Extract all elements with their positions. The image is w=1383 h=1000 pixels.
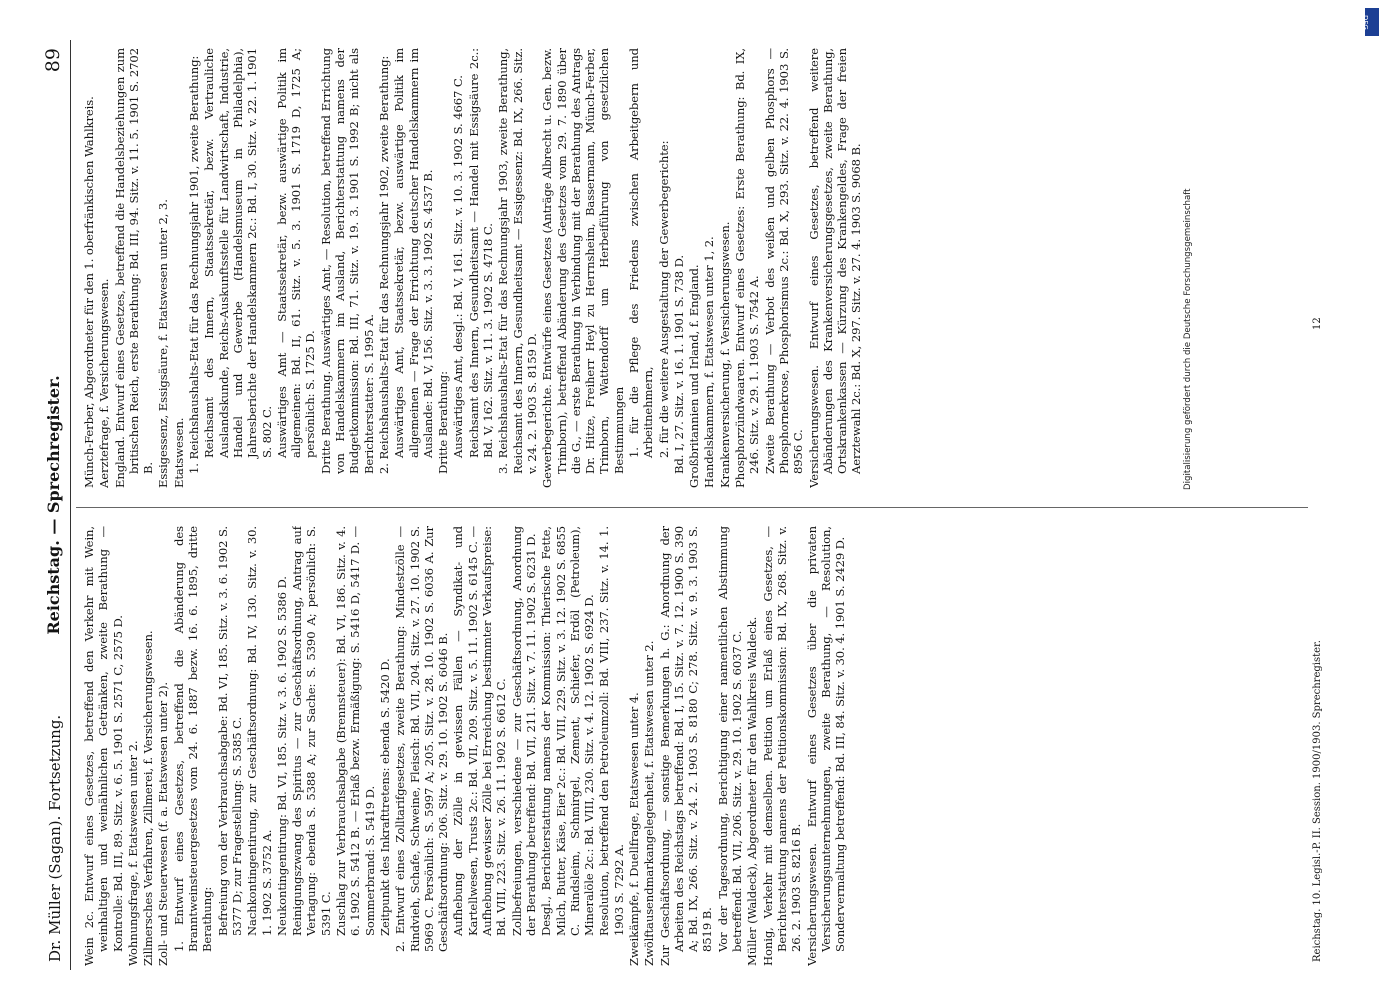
register-entry: Auswärtiges Amt, desgl.: Bd. V, 161. Sitz. v. 10. 3. 1902 S. 4667 C. bbox=[451, 75, 466, 458]
register-entry: Nachkontingentirung, zur Geschäftsordnung: Bd. IV, 130. Sitz. v. 30. 1. 1902 S. 3752 A. bbox=[245, 526, 274, 936]
register-entry: Auswärtiges Amt — Staatssekretär, bezw. auswärtige Politik im allgemeinen: Bd. II, 61. Sitz. v. 5. 3. 1901 S. 1719 D, 1725 A; persönlich: S. 1725 D. bbox=[274, 48, 318, 458]
register-entry: Wein 2c. Entwurf eines Gesetzes, betreffend den Verkehr mit Wein, weinhaltigen und weinähnlichen Getränken, zweite Berathung — Kontrolle: Bd. III, 89. Sitz. v. 6. 5. 1901 S. 2571 C, 2575 D. bbox=[82, 526, 125, 966]
register-entry: Essigessenz, Essigsäure, f. Etatswesen unter 2, 3. bbox=[156, 199, 171, 488]
register-entry: Zur Geschäftsordnung, — sonstige Bemerkungen h. G.: Anordnung der Arbeiten des Reichstags betreffend: Bd. I, 15. Sitz. v. 7. 12. 1900 S. 390 A; Bd. IX, 266. Sitz. v. 24. 2. 1903 S. 8180 C; 278. Sitz. v. 9. 3. 1903 S. 8519 B. bbox=[657, 526, 715, 966]
register-entry: Gewerbegerichte. Entwürfe eines Gesetzes (Anträge Albrecht u. Gen. bezw. Trimborn), betreffend Abänderung des Gesetzes vom 29. 7. 1890 über die G., — erste Berathung in Verbindung mit der Berathung des Antrags Dr. Hitze, Freiherr Heyl zu Herrnsheim, Bassermann, Münch-Ferber, Trimborn, Wattendorff um Herbeiführung von gesetzlichen Bestimmungen bbox=[540, 48, 626, 488]
page-footer bbox=[1312, 40, 1328, 970]
register-entry: Dritte Berathung. Auswärtiges Amt, — Resolution, betreffend Errichtung von Handelskammern im Ausland, Berichterstattung namens der Budgetkommission: Bd. III, 71. Sitz. v. 19. 3. 1901 S. 1992 B; nicht als Berichterstatter: S. 1995 A. bbox=[318, 48, 376, 474]
register-entry: England. Entwurf eines Gesetzes, betreffend die Handelsbeziehungen zum britischen Reich, erste Berathung: Bd. III, 94. Sitz. v. 11. 5. 1901 S. 2702 B. bbox=[112, 48, 156, 488]
left-column bbox=[82, 526, 1307, 966]
register-entry: Aerztefrage, f. Versicherungswesen. bbox=[97, 278, 112, 488]
register-entry: 1. für die Pflege des Friedens zwischen Arbeitgebern und Arbeitnehmern, bbox=[626, 48, 656, 458]
register-entry: Reichsamt des Innern, Gesundheitsamt — Handel mit Essigsäure 2c.: Bd. V, 162. Sitz. v. 11. 3. 1902 S. 4718 C. bbox=[466, 48, 496, 458]
register-entry: Zweite Berathung — Verbot des weißen und gelben Phosphors — Phosphornekrose, Phosphorismus 2c.: Bd. X, 293. Sitz. v. 22. 4. 1903 S. 8956 C. bbox=[762, 48, 806, 474]
register-entry: Desgl., Berichterstattung namens der Kommission: Thierische Fette, Milch, Butter, Käse, Eier 2c.: Bd. VIII, 229. Sitz. v. 3. 12. 1902 S. 6855 C. Rindsleim, Schmirgel, Zement, Schiefer, Erdöl (Petroleum), Mineralöle 2c.: Bd. VIII, 230. Sitz. v. 4. 12. 1902 S. 6924 D. bbox=[539, 526, 597, 936]
register-entry: Reichsamt des Innern, Staatssekretär, bezw. Vertrauliche Auslandskunde, Reichs-Auskunftsstelle für Landwirtschaft, Industrie, Handel und Gewerbe (Handelsmuseum in Philadelphia), Jahresberichte der Handelskammern 2c.: Bd. I, 30. Sitz. v. 22. 1. 1901 S. 802 C. bbox=[202, 48, 274, 458]
register-entry: Reinigungszwang des Spiritus — zur Geschäftsordnung, Antrag auf Vertagung: ebenda S. 5388 A; zur Sache: S. 5390 A; persönlich: S. 5391 C. bbox=[290, 526, 333, 936]
running-title: Reichstag. — Sprechregister. bbox=[44, 375, 63, 635]
register-entry: Resolution, betreffend den Petroleumzoll: Bd. VIII, 237. Sitz. v. 14. 1. 1903 S. 7292 A. bbox=[597, 526, 626, 936]
register-entry: Vor der Tagesordnung, Berichtigung einer namentlichen Abstimmung betreffend: Bd. VII, 206. Sitz. v. 29. 10. 1902 S. 6037 C. bbox=[715, 526, 745, 952]
register-entry: Versicherungswesen. Entwurf eines Gesetzes, betreffend weitere Abänderungen des Krankenversicherungsgesetzes, zweite Berathung, Ortskrankenkassen — Kürzung des Krankengeldes, Frage der freien Aerztewahl 2c.: Bd. X, 297. Sitz. v. 27. 4. 1903 S. 9068 B. bbox=[806, 48, 864, 488]
signature-mark: 12 bbox=[1312, 317, 1323, 330]
register-entry: Wohnungsfrage, f. Etatswesen unter 2. bbox=[125, 740, 140, 966]
register-entry: Großbritannien und Irland, f. England. bbox=[687, 264, 702, 488]
register-entry: Honig, Verkehr mit demselben. Petition um Erlaß eines Gesetzes, — Berichterstattung namens der Petitionskommission: Bd. IX, 268. Sitz. v. 26. 2. 1903 S. 8216 B. bbox=[760, 526, 804, 966]
register-entry: Zeitpunkt des Inkrafttretens: ebenda S. 5420 D. bbox=[377, 658, 392, 936]
register-entry: Handelskammern, f. Etatswesen unter 1, 2. bbox=[702, 236, 717, 488]
page-number: 89 bbox=[42, 48, 64, 73]
register-entry: Bd. I, 27. Sitz. v. 16. 1. 1901 S. 738 D. bbox=[671, 255, 686, 474]
register-entry: 3. Reichshaushalts-Etat für das Rechnungsjahr 1903, zweite Berathung, Reichsamt des Innern, Gesundheitsamt — Essigessenz: Bd. IX, 266. Sitz. v. 24. 2. 1903 S. 8159 D. bbox=[496, 48, 539, 474]
register-entry: Müller (Waldeck), Abgeordneter für den Wahlkreis Waldeck. bbox=[745, 616, 760, 966]
register-entry: Neukontingentirung: Bd. VI, 185. Sitz. v. 3. 6. 1902 S. 5386 D. bbox=[274, 576, 289, 936]
column-divider bbox=[76, 507, 1308, 508]
right-column bbox=[82, 48, 1307, 488]
register-entry: 2. Entwurf eines Zolltarifgesetzes, zweite Berathung: Mindestzölle — Rindvieh, Schafe, Schweine, Fleisch: Bd. VII, 204. Sitz. v. 27. 10. 1902 S. 5969 C. Persönlich: S. 5997 A; 205. Sitz. v. 28. 10. 1902 S. 6036 A. Zur Geschäftsordnung: 206. Sitz. v. 29. 10. 1902 S. 6046 B. bbox=[393, 526, 451, 952]
register-entry: Zuschlag zur Verbrauchsabgabe (Brennsteuer): Bd. VI, 186. Sitz. v. 4. 6. 1902 S. 5412 B. — Erlaß bezw. Ermäßigung: S. 5416 D, 5417 D. — Sommerbrand: S. 5419 D. bbox=[334, 526, 377, 936]
register-entry: 2. für die weitere Ausgestaltung der Gewerbegerichte: bbox=[656, 140, 671, 458]
register-entry: Zillmersches Verfahren, Zillmerei, f. Versicherungswesen. bbox=[141, 630, 156, 966]
digitization-credit: Digitalisierung gefördert durch die Deutsche Forschungsgemeinschaft bbox=[1183, 188, 1193, 490]
register-entry: Zoll- und Steuerwesen (f. a. Etatswesen unter 2). bbox=[156, 682, 171, 966]
running-head-left: Dr. Müller (Sagan). Fortsetzung. bbox=[46, 714, 64, 962]
register-entry: Etatswesen. bbox=[171, 417, 186, 488]
footer-citation: Reichstag. 10. Legisl.-P. II. Session. 1900/1903. Sprechregister. bbox=[1312, 640, 1323, 962]
register-entry: Zollbefreiungen, verschiedene — zur Geschäftsordnung, Anordnung der Berathung betreffend: Bd. VII, 211. Sitz. v. 7. 11. 1902 S. 6231 D. bbox=[509, 526, 538, 936]
register-entry: 1. Entwurf eines Gesetzes, betreffend die Abänderung des Branntweinsteuergesetzes vom 24. 6. 1887 bezw. 16. 6. 1895, dritte Berathung: bbox=[171, 526, 215, 952]
register-page bbox=[40, 40, 1330, 970]
register-entry: Befreiung von der Verbrauchsabgabe: Bd. VI, 185. Sitz. v. 3. 6. 1902 S. 5377 D; zur Fragestellung: S. 5385 C. bbox=[215, 526, 244, 936]
register-entry: 2. Reichshaushalts-Etat für das Rechnungsjahr 1902, zweite Berathung: bbox=[376, 55, 391, 474]
register-entry: Aufhebung der Zölle in gewissen Fällen — Syndikat- und Kartellwesen, Trusts 2c.: Bd. VII, 209. Sitz. v. 5. 11. 1902 S. 6145 C. — Aufhebung gewisser Zölle bei Erreichung bestimmter Verkaufspreise: Bd. VIII, 223. Sitz. v. 26. 11. 1902 S. 6612 C. bbox=[451, 526, 509, 936]
register-entry: Münch-Ferber, Abgeordneter für den 1. oberfränkischen Wahlkreis. bbox=[82, 96, 96, 488]
register-entry: Dritte Berathung: bbox=[436, 371, 451, 474]
register-entry: Zweikämpfe, f. Duellfrage, Etatswesen unter 4. bbox=[626, 692, 641, 966]
register-entry: Auswärtiges Amt, Staatssekretär, bezw. auswärtige Politik im allgemeinen — Frage der Errichtung deutscher Handelskammern im Auslande: Bd. V, 156. Sitz. v. 3. 3. 1902 S. 4537 B. bbox=[392, 48, 435, 458]
register-entry: Zwölftausendmarkangelegenheit, f. Etatswesen unter 2. bbox=[642, 640, 657, 966]
register-entry: 1. Reichshaushalts-Etat für das Rechnungsjahr 1901, zweite Berathung: bbox=[187, 55, 202, 474]
register-entry: Krankenversicherung, f. Versicherungswesen. bbox=[717, 221, 732, 488]
dfg-logo: DFG bbox=[1365, 8, 1379, 36]
page-header bbox=[40, 40, 71, 970]
register-entry: Phosphorzündwaaren. Entwurf eines Gesetzes: Erste Berathung: Bd. IX, 246. Sitz. v. 29. 1. 1903 S. 7542 A. bbox=[733, 48, 762, 488]
register-entry: Versicherungswesen. Entwurf eines Gesetzes über die privaten Versicherungsunternehmungen, zweite Berathung, — Resolution, Sondervermaltung betreffend: Bd. III, 84. Sitz. v. 30. 4. 1901 S. 2429 D. bbox=[804, 526, 848, 966]
